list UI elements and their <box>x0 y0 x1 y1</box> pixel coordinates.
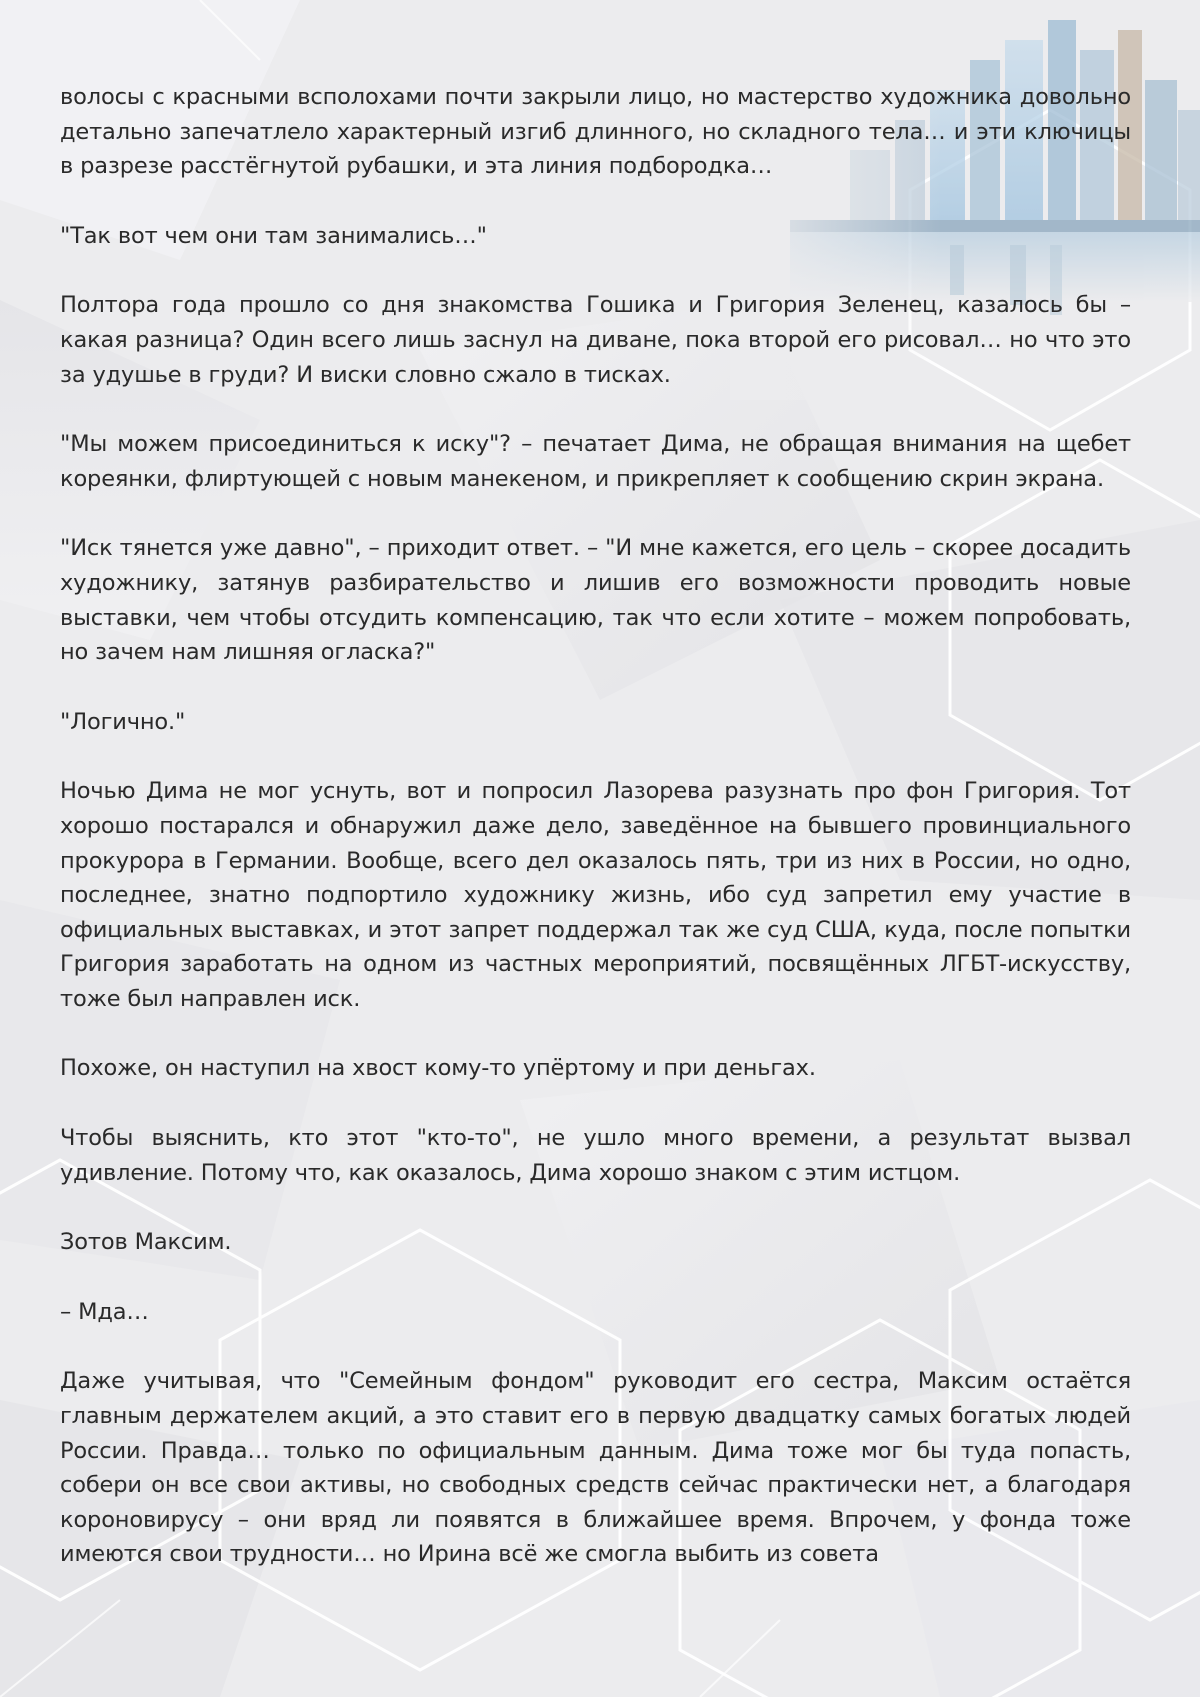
paragraph: "Иск тянется уже давно", – приходит ответ. – "И мне кажется, его цель – скорее досадить художнику, затянув разбирательство и лишив его возможности проводить новые выставки, чем чтобы отсудить компенсацию, так что если хотите – можем попробовать, но зачем нам лишняя огласка?" <box>60 535 1131 666</box>
paragraph: волосы с красными всполохами почти закрыли лицо, но мастерство художника довольно детально запечатлело характерный изгиб длинного, но складного тела… и эти ключицы в разрезе расстёгнутой рубашки, и эта линия подбородка… <box>60 84 1131 180</box>
paragraph: Зотов Максим. <box>60 1229 232 1256</box>
paragraph: "Так вот чем они там занимались…" <box>60 222 487 249</box>
paragraph: Похоже, он наступил на хвост кому-то упёртому и при деньгах. <box>60 1055 816 1082</box>
paragraph: Даже учитывая, что "Семейным фондом" руководит его сестра, Максим остаётся главным держателем акций, а это ставит его в первую двадцатку самых богатых людей России. Правда… только по официальным данным. Дима тоже мог бы туда попасть, собери он все свои активы, но свободных средств сейчас практически нет, а благодаря короновирусу – они вряд ли появятся в ближайшее время. Впрочем, у фонда тоже имеются свои трудности… но Ирина всё же смогла выбить из совета <box>60 1368 1131 1568</box>
paragraph: – Мда… <box>60 1298 149 1325</box>
paragraph: Ночью Дима не мог уснуть, вот и попросил Лазорева разузнать про фон Григория. Тот хорошо постарался и обнаружил даже дело, заведённое на бывшего провинциального прокурора в Германии. Вообще, всего дел оказалось пять, три из них в России, но одно, последнее, знатно подпортило художнику жизнь, ибо суд запретил ему участие в официальных выставках, и этот запрет поддержал так же суд США, куда, после попытки Григория заработать на одном из частных мероприятий, посвящённых ЛГБТ-искусству, тоже был направлен иск. <box>60 778 1131 1012</box>
paragraph: "Мы можем присоединиться к иску"? – печатает Дима, не обращая внимания на щебет кореянки, флиртующей с новым манекеном, и прикрепляет к сообщению скрин экрана. <box>60 431 1131 492</box>
document-text <box>60 80 1131 1572</box>
paragraph: Полтора года прошло со дня знакомства Гошика и Григория Зеленец, казалось бы – какая разница? Один всего лишь заснул на диване, пока второй его рисовал… но что это за удушье в груди? И виски словно сжало в тисках. <box>60 292 1131 388</box>
paragraph: Чтобы выяснить, кто этот "кто-то", не ушло много времени, а результат вызвал удивление. Потому что, как оказалось, Дима хорошо знаком с этим истцом. <box>60 1125 1131 1186</box>
paragraph: "Логично." <box>60 708 186 735</box>
